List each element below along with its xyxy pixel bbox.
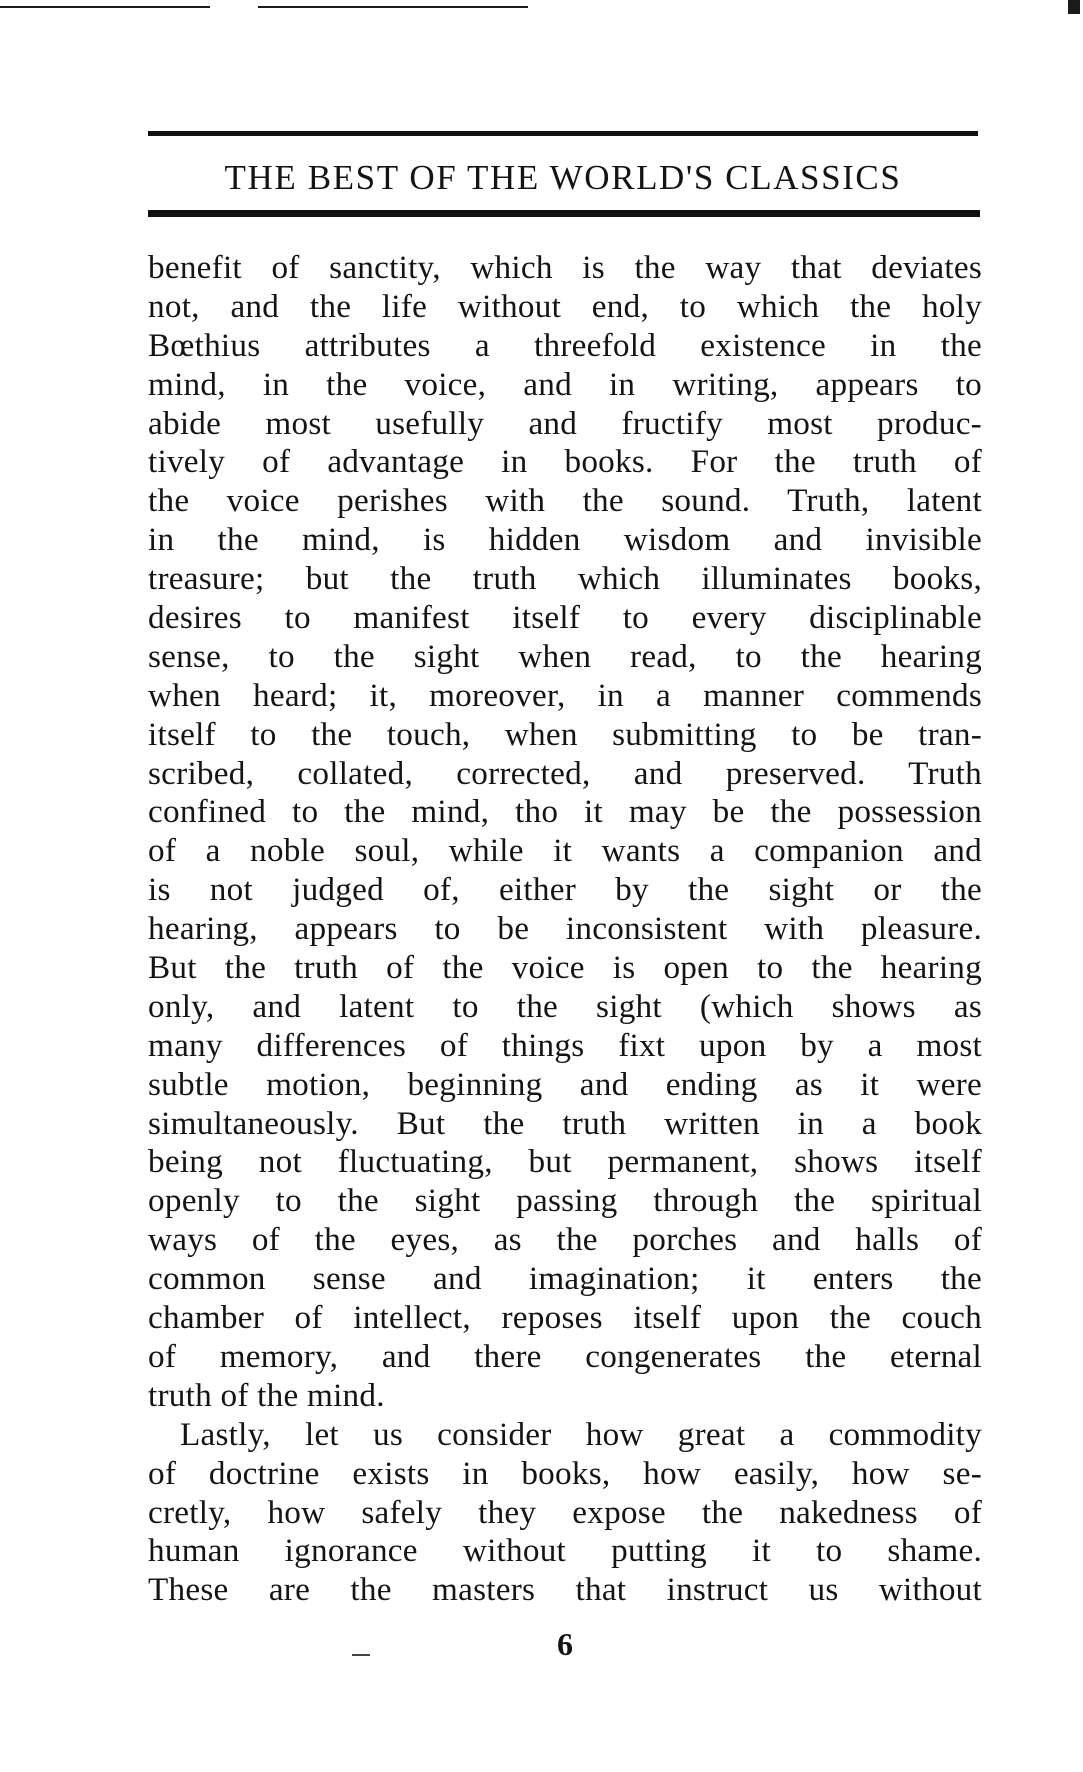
text-line: scribed, collated, corrected, and preserved. Truth — [148, 754, 982, 792]
text-line: treasure; but the truth which illuminates books, — [148, 560, 982, 598]
text-line: desires to manifest itself to every disciplinable — [148, 599, 982, 637]
scan-edge-mark-right — [1068, 0, 1080, 14]
text-line: of doctrine exists in books, how easily, how se- — [148, 1454, 982, 1492]
text-line: common sense and imagination; it enters the — [148, 1260, 982, 1298]
text-line: benefit of sanctity, which is the way that deviates — [148, 249, 982, 286]
text-line: only, and latent to the sight (which shows as — [148, 987, 982, 1025]
text-line: truth of the mind. — [148, 1376, 385, 1414]
text-line: chamber of intellect, reposes itself upon the couch — [148, 1299, 982, 1337]
scan-edge-line-mid — [258, 6, 528, 8]
text-line: in the mind, is hidden wisdom and invisible — [148, 521, 982, 559]
text-line: But the truth of the voice is open to the hearing — [148, 949, 982, 987]
text-line: Lastly, let us consider how great a commodity — [180, 1415, 982, 1453]
text-line: subtle motion, beginning and ending as it were — [148, 1065, 982, 1103]
text-line: Bœthius attributes a threefold existence in the — [148, 326, 982, 364]
text-line: sense, to the sight when read, to the hearing — [148, 637, 982, 675]
text-line: openly to the sight passing through the spiritual — [148, 1182, 982, 1220]
text-line: tively of advantage in books. For the truth of — [148, 443, 982, 481]
text-line: itself to the touch, when submitting to be tran- — [148, 715, 982, 753]
text-line: not, and the life without end, to which the holy — [148, 287, 982, 325]
text-line: is not judged of, either by the sight or the — [148, 871, 982, 909]
text-line: being not fluctuating, but permanent, shows itself — [148, 1143, 982, 1181]
paragraph — [148, 1416, 982, 1610]
paragraph — [148, 249, 982, 1416]
text-line: many differences of things fixt upon by a most — [148, 1026, 982, 1064]
text-line: of memory, and there congenerates the eternal — [148, 1337, 982, 1375]
text-line: when heard; it, moreover, in a manner commends — [148, 676, 982, 714]
scan-edge-line-left — [0, 6, 210, 8]
header-rule-top — [148, 131, 978, 136]
text-line: cretly, how safely they expose the nakedness of — [148, 1493, 982, 1531]
text-line: abide most usefully and fructify most produc- — [148, 404, 982, 442]
text-line: confined to the mind, tho it may be the possession — [148, 793, 982, 831]
text-line: human ignorance without putting it to shame. — [148, 1532, 982, 1570]
text-line: simultaneously. But the truth written in a book — [148, 1104, 982, 1142]
running-title: THE BEST OF THE WORLD'S CLASSICS — [224, 158, 902, 197]
text-line: These are the masters that instruct us without — [148, 1571, 982, 1609]
header-rule-bottom — [148, 210, 980, 217]
text-line: hearing, appears to be inconsistent with pleasure. — [148, 910, 982, 948]
page-number: 6 — [557, 1626, 573, 1662]
text-line: the voice perishes with the sound. Truth, latent — [148, 482, 982, 520]
text-line: ways of the eyes, as the porches and halls of — [148, 1221, 982, 1259]
text-line: mind, in the voice, and in writing, appears to — [148, 365, 982, 403]
body-text — [148, 249, 982, 1610]
text-line: of a noble soul, while it wants a companion and — [148, 832, 982, 870]
